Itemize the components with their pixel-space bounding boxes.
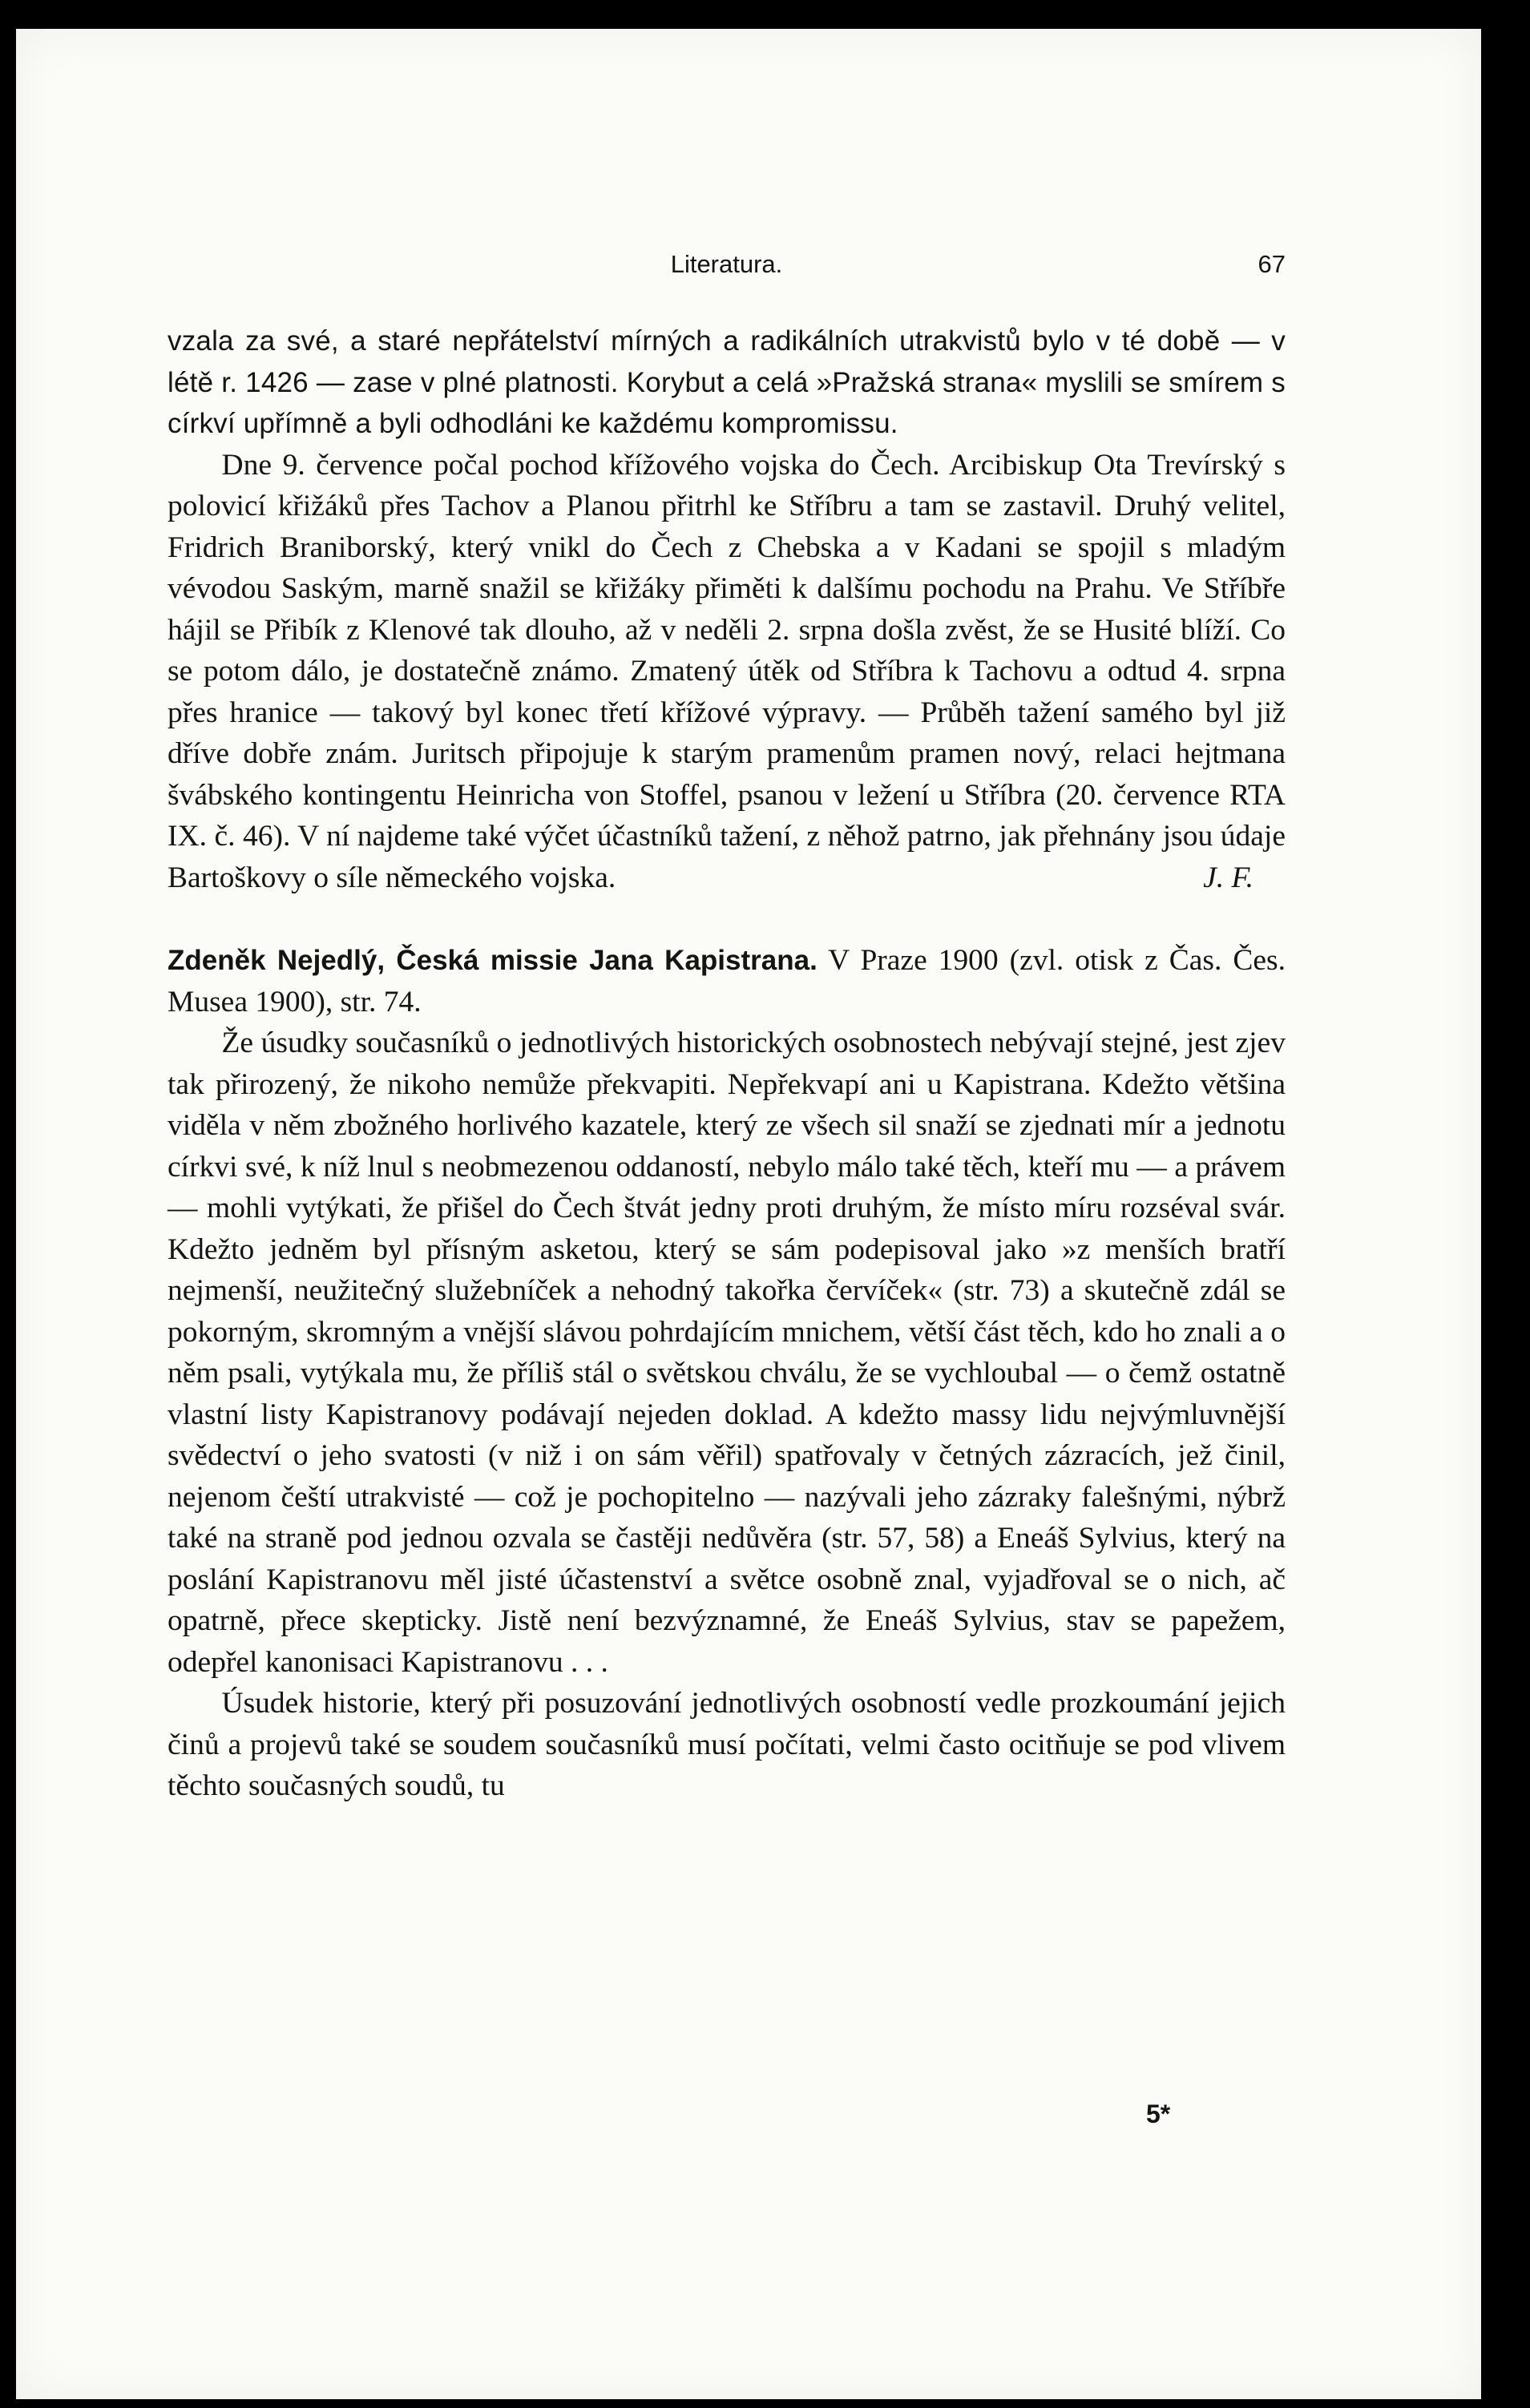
review1-initials: J. F. xyxy=(1203,861,1253,894)
review2-heading-rest: V Praze 1900 (zvl. otisk z Čas. Čes. Musea 1900), str. 74. xyxy=(168,944,1286,1018)
text-block xyxy=(168,321,1286,1807)
review1-paragraph-2: Dne 9. července počal pochod křížového vojska do Čech. Arcibiskup Ota Trevírský s polovicí křižáků přes Tachov a Planou přitrhl ke Stříbru a tam se zastavil. Druhý velitel, Fridrich Braniborský, který vnikl do Čech z Chebska a v Kadani se spojil s mladým vévodou Saským, marně snažil se křižáky přiměti k dalšímu pochodu na Prahu. Ve Stříbře hájil se Přibík z Klenové tak dlouho, až v neděli 2. srpna došla zvěst, že se Husité blíží. Co se potom dálo, je dostatečně známo. Zmatený útěk od Stříbra k Tachovu a odtud 4. srpna přes hranice — takový byl konec třetí křížové výpravy. — Průběh tažení samého byl již dříve dobře znám. Juritsch připojuje k starým pramenům pramen nový, relaci hejtmana švábského kontingentu Heinricha von Stoffel, psanou v ležení u Stříbra (20. července RTA IX. č. 46). V ní najdeme také výčet účastníků tažení, z něhož patrno, jak přehnány jsou údaje Bartoškovy o síle německého vojska. xyxy=(168,448,1286,894)
review1-paragraph-1: vzala za své, a staré nepřátelství mírných a radikálních utrakvistů bylo v té době — v létě r. 1426 — zase v plné platnosti. Korybut a celá »Pražská strana« myslili se smírem s církví upřímně a byli odhodláni ke každému kompromissu. xyxy=(168,325,1286,439)
page-number: 67 xyxy=(1258,250,1286,278)
review2-heading xyxy=(168,940,1286,1022)
review2-paragraph-2: Úsudek historie, který při posuzování jednotlivých osobností vedle prozkoumání jejich činů a projevů také se soudem současníků musí počítati, velmi často ocitňuje se pod vlivem těchto současných soudů, tu xyxy=(168,1687,1286,1802)
running-title: Literatura. xyxy=(670,250,783,278)
review2-heading-bold: Zdeněk Nejedlý, Česká missie Jana Kapistrana. xyxy=(168,945,817,976)
review2-paragraph-1: Že úsudky současníků o jednotlivých historických osobnostech nebývají stejné, jest zjev tak přirozený, že nikoho nemůže překvapiti. Nepřekvapí ani u Kapistrana. Kdežto většina viděla v něm zbožného horlivého kazatele, který ze všech sil snaží se zjednati mír a jednotu církvi své, k níž lnul s neobmezenou oddaností, nebylo málo také těch, kteří mu — a právem — mohli vytýkati, že přišel do Čech štvát jedny proti druhým, že místo míru rozséval svár. Kdežto jedněm byl přísným asketou, který se sám podepisoval jako »z menších bratří nejmenší, neužitečný služebníček a nehodný takořka červíček« (str. 73) a skutečně zdál se pokorným, skromným a vnější slávou pohrdajícím mnichem, větší část těch, kdo ho znali a o něm psali, vytýkala mu, že příliš stál o světskou chválu, že se vychloubal — o čemž ostatně vlastní listy Kapistranovy podávají nejeden doklad. A kdežto massy lidu nejvýmluvnější svědectví o jeho svatosti (v niž i on sám věřil) spatřovaly v četných zázracích, jež činil, nejenom čeští utrakvisté — což je pochopitelno — nazývali jeho zázraky falešnými, nýbrž také na straně pod jednou ozvala se častěji nedůvěra (str. 57, 58) a Eneáš Sylvius, který na poslání Kapistranovu měl jisté účastenství a světce osobně znal, vyjadřoval se o nich, ač opatrně, přece skepticky. Jistě není bezvýznamné, že Eneáš Sylvius, stav se papežem, odepřel kanonisaci Kapistranovu . . . xyxy=(168,1027,1286,1679)
sheet-signature: 5* xyxy=(1146,2099,1171,2128)
running-header xyxy=(168,250,1286,288)
